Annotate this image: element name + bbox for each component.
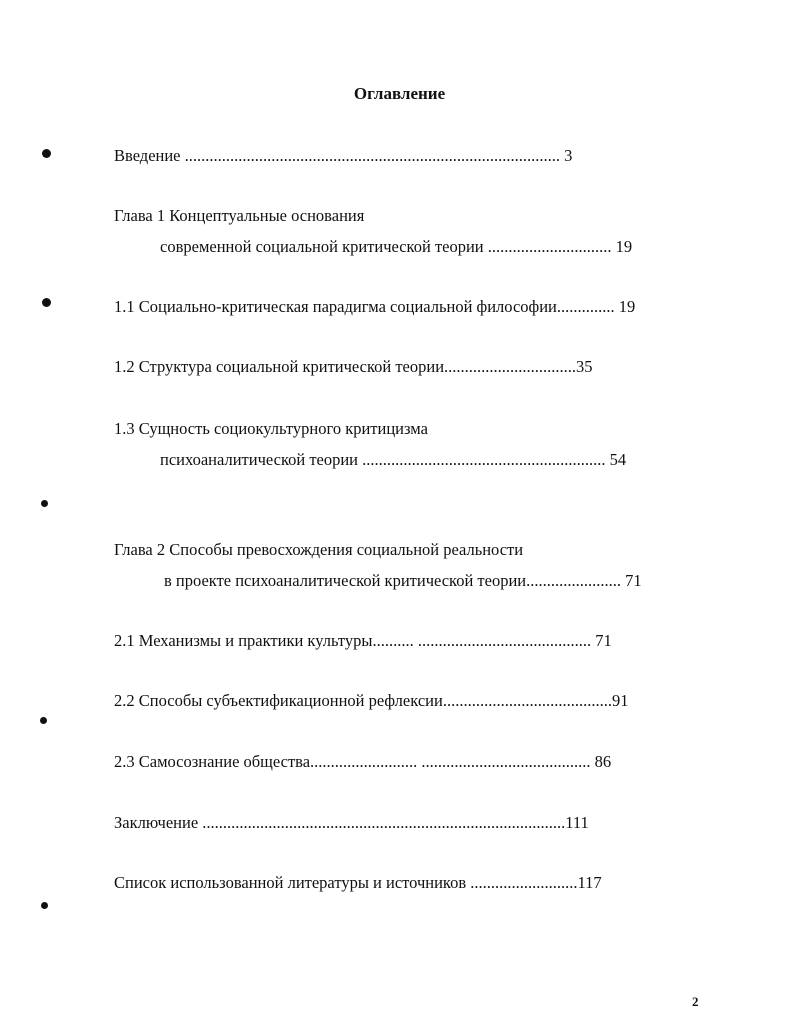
toc-entry-chapter2-subtitle: в проекте психоаналитической критической теории....................... 71 bbox=[164, 571, 642, 590]
toc-entry-section-1-3-title: 1.3 Сущность социокультурного критицизма bbox=[114, 419, 428, 438]
punch-hole-mark bbox=[41, 902, 48, 909]
punch-hole-mark bbox=[41, 500, 48, 507]
toc-entry-chapter2-title: Глава 2 Способы превосхождения социальной реальности bbox=[114, 540, 524, 559]
toc-entry-section-1-1: 1.1 Социально-критическая парадигма социальной философии.............. 19 bbox=[114, 297, 636, 316]
toc-entry-section-1-3-subtitle: психоаналитической теории ........................................................... 54 bbox=[160, 450, 627, 469]
toc-entry-chapter1-subtitle: современной социальной критической теории .............................. 19 bbox=[160, 237, 633, 256]
toc-entry-section-2-2: 2.2 Способы субъектификационной рефлексии.........................................91 bbox=[114, 691, 629, 710]
punch-hole-mark bbox=[40, 717, 47, 724]
punch-hole-mark bbox=[42, 149, 51, 158]
toc-entry-chapter1-title: Глава 1 Концептуальные основания bbox=[114, 206, 365, 225]
page-title: Оглавление bbox=[353, 84, 446, 103]
punch-hole-mark bbox=[42, 298, 51, 307]
toc-entry-section-1-2: 1.2 Структура социальной критической теории................................35 bbox=[114, 357, 593, 376]
toc-entry-section-2-3: 2.3 Самосознание общества.......................... ......................................... 86 bbox=[114, 752, 612, 771]
toc-entry-introduction: Введение ........................................................................................... 3 bbox=[114, 146, 573, 165]
toc-entry-section-2-1: 2.1 Механизмы и практики культуры.......... .......................................... 71 bbox=[114, 631, 612, 650]
toc-entry-references: Список использованной литературы и источников ..........................117 bbox=[114, 873, 602, 892]
page-number: 2 bbox=[692, 994, 699, 1009]
toc-entry-conclusion: Заключение ........................................................................................111 bbox=[114, 813, 589, 832]
